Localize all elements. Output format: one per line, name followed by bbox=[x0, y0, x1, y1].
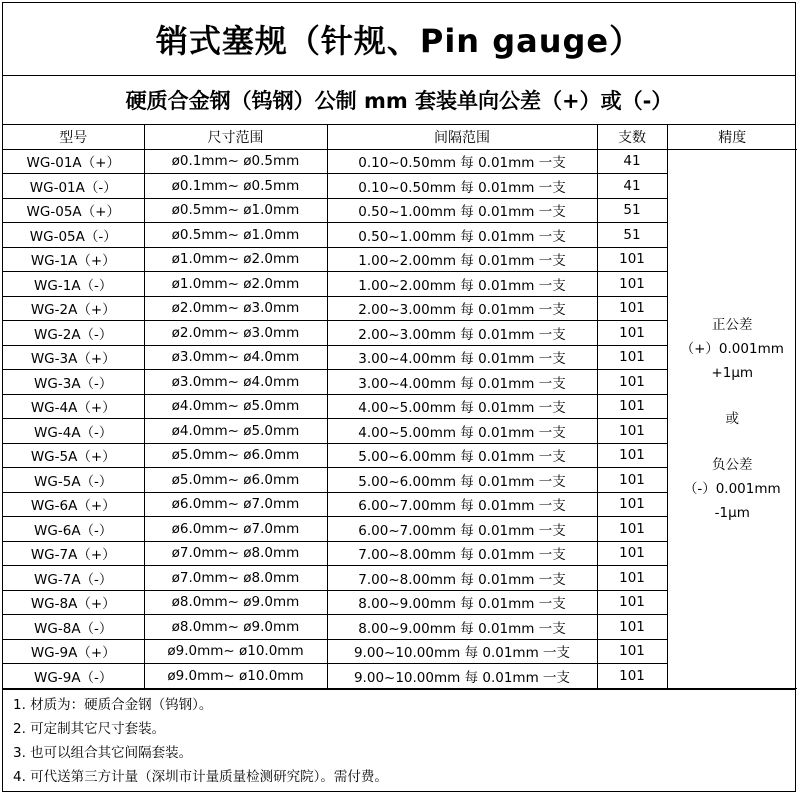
model-cell: WG-2A（+） bbox=[3, 296, 144, 321]
size-range-cell: ø2.0mm~ ø3.0mm bbox=[144, 321, 327, 346]
model-cell: WG-5A（-） bbox=[3, 468, 144, 493]
table-body bbox=[3, 149, 797, 688]
count-cell: 101 bbox=[597, 468, 667, 493]
interval-range-cell: 8.00~9.00mm 每 0.01mm 一支 bbox=[327, 590, 597, 615]
spec-table bbox=[3, 125, 797, 689]
count-cell: 101 bbox=[597, 615, 667, 640]
model-cell: WG-05A（-） bbox=[3, 223, 144, 248]
count-cell: 101 bbox=[597, 517, 667, 542]
interval-range-cell: 3.00~4.00mm 每 0.01mm 一支 bbox=[327, 370, 597, 395]
interval-range-cell: 0.50~1.00mm 每 0.01mm 一支 bbox=[327, 198, 597, 223]
positive-tolerance-value: （+）0.001mm bbox=[680, 340, 784, 357]
interval-range-cell: 4.00~5.00mm 每 0.01mm 一支 bbox=[327, 419, 597, 444]
model-cell: WG-2A（-） bbox=[3, 321, 144, 346]
model-cell: WG-1A（+） bbox=[3, 247, 144, 272]
negative-tolerance-value: （-）0.001mm bbox=[683, 480, 781, 497]
size-range-cell: ø2.0mm~ ø3.0mm bbox=[144, 296, 327, 321]
interval-range-cell: 0.10~0.50mm 每 0.01mm 一支 bbox=[327, 174, 597, 199]
interval-range-cell: 9.00~10.00mm 每 0.01mm 一支 bbox=[327, 639, 597, 664]
interval-range-cell: 5.00~6.00mm 每 0.01mm 一支 bbox=[327, 468, 597, 493]
note-item: 3. 也可以组合其它间隔套装。 bbox=[13, 744, 193, 761]
size-range-cell: ø7.0mm~ ø8.0mm bbox=[144, 541, 327, 566]
size-range-cell: ø6.0mm~ ø7.0mm bbox=[144, 517, 327, 542]
column-header-count: 支数 bbox=[597, 125, 667, 149]
negative-tolerance-label: 负公差 bbox=[712, 456, 753, 473]
count-cell: 101 bbox=[597, 443, 667, 468]
model-cell: WG-1A（-） bbox=[3, 272, 144, 297]
page-title: 销式塞规（针规、Pin gauge） bbox=[3, 3, 795, 76]
model-cell: WG-7A（+） bbox=[3, 541, 144, 566]
interval-range-cell: 7.00~8.00mm 每 0.01mm 一支 bbox=[327, 541, 597, 566]
interval-range-cell: 1.00~2.00mm 每 0.01mm 一支 bbox=[327, 272, 597, 297]
table-header-row bbox=[3, 125, 797, 149]
model-cell: WG-01A（-） bbox=[3, 174, 144, 199]
size-range-cell: ø1.0mm~ ø2.0mm bbox=[144, 247, 327, 272]
model-cell: WG-05A（+） bbox=[3, 198, 144, 223]
spacer bbox=[668, 431, 798, 453]
page-subtitle: 硬质合金钢（钨钢）公制 mm 套装单向公差（+）或（-） bbox=[3, 76, 795, 125]
column-header-interval-range: 间隔范围 bbox=[327, 125, 597, 149]
interval-range-cell: 0.10~0.50mm 每 0.01mm 一支 bbox=[327, 149, 597, 174]
model-cell: WG-8A（-） bbox=[3, 615, 144, 640]
note-item: 4. 可代送第三方计量（深圳市计量质量检测研究院）。需付费。 bbox=[13, 768, 388, 785]
model-cell: WG-3A（+） bbox=[3, 345, 144, 370]
interval-range-cell: 6.00~7.00mm 每 0.01mm 一支 bbox=[327, 517, 597, 542]
count-cell: 101 bbox=[597, 590, 667, 615]
interval-range-cell: 7.00~8.00mm 每 0.01mm 一支 bbox=[327, 566, 597, 591]
model-cell: WG-9A（+） bbox=[3, 639, 144, 664]
note-item: 1. 材质为：硬质合金钢（钨钢）。 bbox=[13, 696, 213, 713]
count-cell: 41 bbox=[597, 149, 667, 174]
size-range-cell: ø8.0mm~ ø9.0mm bbox=[144, 615, 327, 640]
size-range-cell: ø8.0mm~ ø9.0mm bbox=[144, 590, 327, 615]
count-cell: 101 bbox=[597, 541, 667, 566]
table-row bbox=[3, 149, 797, 174]
size-range-cell: ø3.0mm~ ø4.0mm bbox=[144, 370, 327, 395]
positive-tolerance-label: 正公差 bbox=[712, 316, 753, 333]
interval-range-cell: 5.00~6.00mm 每 0.01mm 一支 bbox=[327, 443, 597, 468]
model-cell: WG-3A（-） bbox=[3, 370, 144, 395]
interval-range-cell: 0.50~1.00mm 每 0.01mm 一支 bbox=[327, 223, 597, 248]
size-range-cell: ø1.0mm~ ø2.0mm bbox=[144, 272, 327, 297]
model-cell: WG-6A（+） bbox=[3, 492, 144, 517]
count-cell: 101 bbox=[597, 566, 667, 591]
count-cell: 101 bbox=[597, 321, 667, 346]
size-range-cell: ø3.0mm~ ø4.0mm bbox=[144, 345, 327, 370]
interval-range-cell: 4.00~5.00mm 每 0.01mm 一支 bbox=[327, 394, 597, 419]
count-cell: 51 bbox=[597, 223, 667, 248]
spec-sheet bbox=[2, 2, 796, 792]
count-cell: 101 bbox=[597, 419, 667, 444]
column-header-size-range: 尺寸范围 bbox=[144, 125, 327, 149]
interval-range-cell: 8.00~9.00mm 每 0.01mm 一支 bbox=[327, 615, 597, 640]
count-cell: 101 bbox=[597, 345, 667, 370]
size-range-cell: ø7.0mm~ ø8.0mm bbox=[144, 566, 327, 591]
notes-section bbox=[3, 689, 795, 791]
column-header-precision: 精度 bbox=[667, 125, 797, 149]
interval-range-cell: 3.00~4.00mm 每 0.01mm 一支 bbox=[327, 345, 597, 370]
count-cell: 101 bbox=[597, 272, 667, 297]
count-cell: 101 bbox=[597, 639, 667, 664]
interval-range-cell: 2.00~3.00mm 每 0.01mm 一支 bbox=[327, 321, 597, 346]
count-cell: 101 bbox=[597, 370, 667, 395]
spacer bbox=[668, 385, 798, 407]
model-cell: WG-01A（+） bbox=[3, 149, 144, 174]
model-cell: WG-9A（-） bbox=[3, 664, 144, 689]
negative-tolerance-micron: -1μm bbox=[714, 504, 750, 521]
interval-range-cell: 1.00~2.00mm 每 0.01mm 一支 bbox=[327, 247, 597, 272]
model-cell: WG-8A（+） bbox=[3, 590, 144, 615]
interval-range-cell: 9.00~10.00mm 每 0.01mm 一支 bbox=[327, 664, 597, 689]
count-cell: 101 bbox=[597, 247, 667, 272]
count-cell: 101 bbox=[597, 296, 667, 321]
positive-tolerance-micron: +1μm bbox=[711, 364, 754, 381]
interval-range-cell: 6.00~7.00mm 每 0.01mm 一支 bbox=[327, 492, 597, 517]
size-range-cell: ø4.0mm~ ø5.0mm bbox=[144, 419, 327, 444]
size-range-cell: ø6.0mm~ ø7.0mm bbox=[144, 492, 327, 517]
model-cell: WG-6A（-） bbox=[3, 517, 144, 542]
size-range-cell: ø0.5mm~ ø1.0mm bbox=[144, 198, 327, 223]
count-cell: 41 bbox=[597, 174, 667, 199]
interval-range-cell: 2.00~3.00mm 每 0.01mm 一支 bbox=[327, 296, 597, 321]
model-cell: WG-5A（+） bbox=[3, 443, 144, 468]
size-range-cell: ø0.5mm~ ø1.0mm bbox=[144, 223, 327, 248]
size-range-cell: ø4.0mm~ ø5.0mm bbox=[144, 394, 327, 419]
or-label: 或 bbox=[725, 410, 739, 427]
size-range-cell: ø0.1mm~ ø0.5mm bbox=[144, 149, 327, 174]
size-range-cell: ø5.0mm~ ø6.0mm bbox=[144, 468, 327, 493]
count-cell: 101 bbox=[597, 492, 667, 517]
count-cell: 101 bbox=[597, 394, 667, 419]
precision-cell bbox=[667, 149, 797, 688]
size-range-cell: ø9.0mm~ ø10.0mm bbox=[144, 664, 327, 689]
size-range-cell: ø9.0mm~ ø10.0mm bbox=[144, 639, 327, 664]
count-cell: 51 bbox=[597, 198, 667, 223]
model-cell: WG-4A（+） bbox=[3, 394, 144, 419]
column-header-model: 型号 bbox=[3, 125, 144, 149]
size-range-cell: ø5.0mm~ ø6.0mm bbox=[144, 443, 327, 468]
model-cell: WG-7A（-） bbox=[3, 566, 144, 591]
note-item: 2. 可定制其它尺寸套装。 bbox=[13, 720, 166, 737]
size-range-cell: ø0.1mm~ ø0.5mm bbox=[144, 174, 327, 199]
count-cell: 101 bbox=[597, 664, 667, 689]
model-cell: WG-4A（-） bbox=[3, 419, 144, 444]
